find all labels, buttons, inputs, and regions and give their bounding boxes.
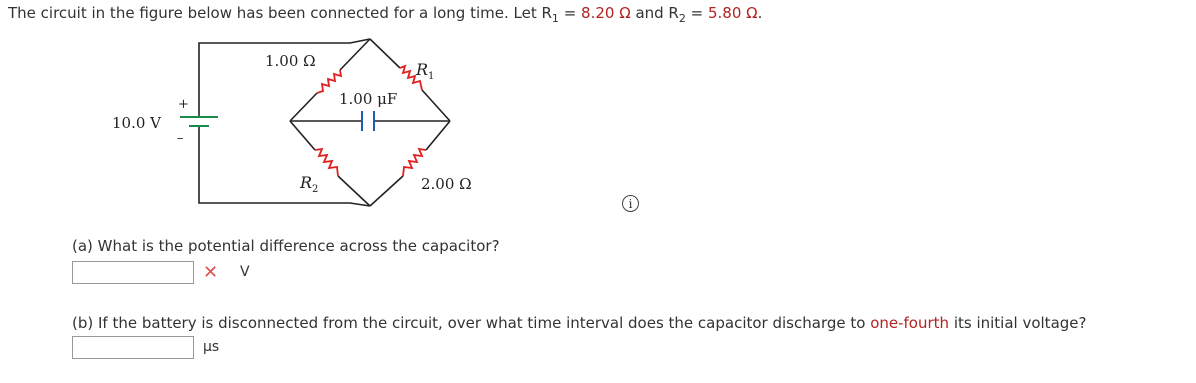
part-a-unit: V	[240, 264, 250, 280]
resistor-bottom-right-label: 2.00 Ω	[421, 175, 472, 193]
r2-value: 5.80 Ω	[707, 4, 758, 22]
battery-plus-sign: +	[178, 97, 189, 112]
resistor-top-right-label: $R_1$	[416, 60, 435, 82]
wire-lower-right-2	[370, 176, 403, 206]
r1-value: 8.20 Ω	[581, 4, 631, 22]
part-b-unit: μs	[203, 339, 220, 355]
circuit-diagram	[0, 0, 700, 230]
incorrect-x-icon: ✕	[203, 262, 219, 283]
wire-upper-right-2	[422, 90, 450, 121]
info-icon[interactable]: i	[622, 195, 639, 212]
resistor-top-left-label: 1.00 Ω	[265, 52, 316, 70]
wire-lower-left-2	[338, 176, 370, 206]
part-b-question: (b) If the battery is disconnected from the circuit, over what time interval does the capacitor discharge to one-fourth its initial voltage?	[72, 314, 1087, 332]
resistor-bottom-left-label: $R_2$	[300, 173, 319, 195]
problem-statement: The circuit in the figure below has been connected for a long time. Let $R_1 = 8.20$ Ω and $R_2 = 5.80$ Ω.	[8, 4, 763, 25]
part-b-highlight: one-fourth	[870, 314, 950, 332]
wire-lower-left	[290, 121, 315, 150]
wire-upper-left-2	[290, 93, 317, 121]
battery-minus-sign: –	[177, 131, 184, 146]
part-a-question: (a) What is the potential difference across the capacitor?	[72, 237, 500, 255]
part-a-answer-input[interactable]	[72, 261, 194, 284]
resistor-top-left	[317, 70, 341, 93]
capacitor-label: 1.00 μF	[339, 90, 398, 108]
resistor-bottom-left	[315, 149, 338, 176]
battery-voltage-label: 10.0 V	[112, 114, 161, 132]
wire-bottom	[199, 140, 370, 206]
wire-lower-right	[426, 121, 450, 150]
wire-upper-right	[370, 39, 400, 68]
resistor-bottom-right	[403, 149, 426, 176]
part-b-answer-input[interactable]	[72, 336, 194, 359]
